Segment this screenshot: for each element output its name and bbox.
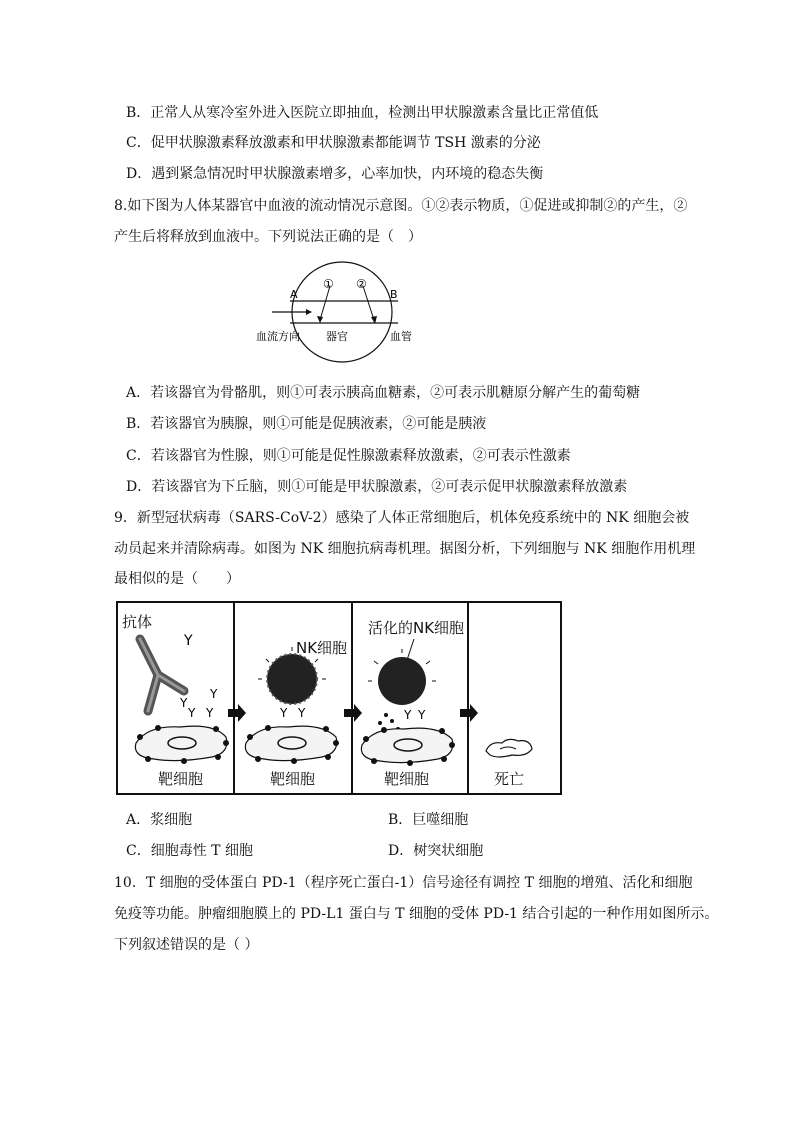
antibody-bound-icon: Y xyxy=(206,706,214,720)
target-cell-icon xyxy=(135,725,229,764)
label-vessel: 血管 xyxy=(390,330,412,343)
q8-option-c: C．若该器官为性腺，则①可能是促性腺激素释放激素，②可表示性激素 xyxy=(126,448,571,464)
q8-option-b: B．若该器官为胰腺，则①可能是促胰液素，②可能是胰液 xyxy=(126,416,487,432)
stage-arrow-1 xyxy=(228,704,246,722)
q10-stem-line-1: 10．T 细胞的受体蛋白 PD-1（程序死亡蛋白-1）信号途径有调控 T 细胞的增殖、活化和细胞 xyxy=(114,875,693,891)
label-death: 死亡 xyxy=(494,770,525,788)
blood-flow-diagram xyxy=(250,258,430,366)
receptor-icon: Y xyxy=(404,708,412,722)
q9-option-d: D．树突状细胞 xyxy=(388,843,484,859)
receptor-icon: Y xyxy=(280,706,288,720)
nk-figure-drawing xyxy=(118,603,560,793)
label-target-cell-2: 靶细胞 xyxy=(270,770,316,788)
antibody-small-icon: Y xyxy=(184,633,193,649)
q7-option-b: B．正常人从寒冷室外进入医院立即抽血，检测出甲状腺激素含量比正常值低 xyxy=(126,105,599,121)
label-organ: 器官 xyxy=(326,330,348,343)
label-b: B xyxy=(390,288,398,301)
label-a: A xyxy=(290,288,298,301)
flow-arrow-head xyxy=(306,309,312,315)
label-activated-nk-cell: 活化的NK细胞 xyxy=(368,619,465,637)
q9-stem-line-2: 动员起来并清除病毒。如图为 NK 细胞抗病毒机理。据图分析，下列细胞与 NK 细胞作用机理 xyxy=(114,541,696,557)
q9-option-a: A．浆细胞 xyxy=(126,812,193,828)
label-substance-2: ② xyxy=(356,277,367,291)
arrow-substance-1 xyxy=(320,286,330,320)
receptor-icon: Y xyxy=(298,706,306,720)
q10-stem-line-2: 免疫等功能。肿瘤细胞膜上的 PD-L1 蛋白与 T 细胞的受体 PD-1 结合引起的一种作用如图所示。 xyxy=(114,906,719,922)
nk-cell-figure xyxy=(116,601,562,795)
q9-option-b: B．巨噬细胞 xyxy=(388,812,469,828)
receptor-icon: Y xyxy=(418,708,426,722)
dead-cell-icon xyxy=(486,739,532,757)
q8-option-a: A．若该器官为骨骼肌，则①可表示胰高血糖素，②可表示肌糖原分解产生的葡萄糖 xyxy=(126,385,641,401)
label-substance-1: ① xyxy=(323,277,334,291)
q10-stem-line-3: 下列叙述错误的是（ ） xyxy=(114,937,259,953)
antibody-large-icon xyxy=(140,639,184,711)
q7-option-d: D．遇到紧急情况时甲状腺激素增多，心率加快，内环境的稳态失衡 xyxy=(126,166,544,182)
arrow-substance-2 xyxy=(363,286,374,320)
q9-option-c: C．细胞毒性 T 细胞 xyxy=(126,843,253,859)
target-cell-icon xyxy=(245,725,339,764)
q9-stem-line-3: 最相似的是（ ） xyxy=(114,571,240,587)
q8-stem-line-1: 8.如下图为人体某器官中血液的流动情况示意图。①②表示物质，①促进或抑制②的产生，② xyxy=(114,198,688,214)
label-target-cell-1: 靶细胞 xyxy=(158,770,204,788)
antibody-bound-icon: Y xyxy=(188,706,196,720)
target-cell-icon xyxy=(361,727,455,766)
q9-stem-line-1: 9．新型冠状病毒（SARS-CoV-2）感染了人体正常细胞后，机体免疫系统中的 NK 细胞会被 xyxy=(114,510,690,526)
label-target-cell-3: 靶细胞 xyxy=(384,770,430,788)
label-nk-cell: NK细胞 xyxy=(296,639,348,657)
label-flow-direction: 血流方向 xyxy=(256,330,300,343)
antibody-small-icon: Y xyxy=(180,696,188,710)
activated-nk-cell-icon xyxy=(368,649,436,705)
q8-stem-line-2: 产生后将释放到血液中。下列说法正确的是（ ） xyxy=(114,229,422,245)
arrow-substance-1-head xyxy=(317,316,323,323)
antibody-small-icon: Y xyxy=(210,687,218,701)
label-antibody: 抗体 xyxy=(122,613,153,631)
q7-option-c: C．促甲状腺激素释放激素和甲状腺激素都能调节 TSH 激素的分泌 xyxy=(126,135,541,151)
q8-option-d: D．若该器官为下丘脑，则①可能是甲状腺激素，②可表示促甲状腺激素释放激素 xyxy=(126,479,628,495)
